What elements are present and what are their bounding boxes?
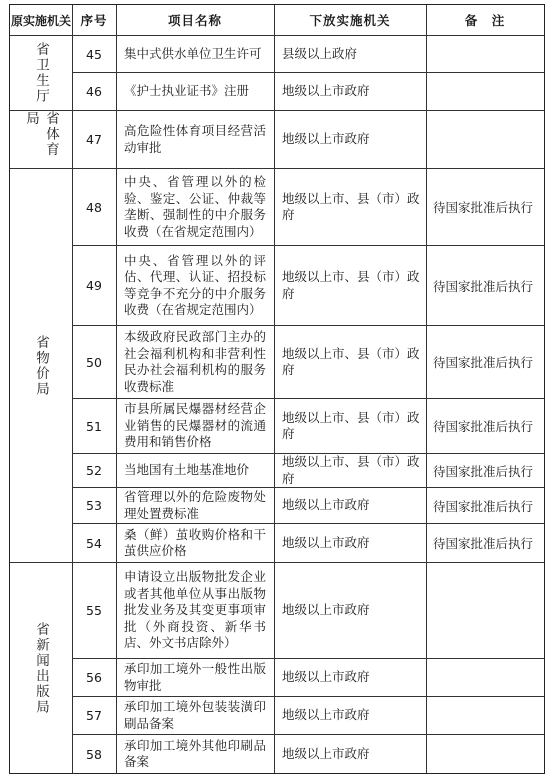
row-agency-cell	[282, 454, 420, 487]
row-item-name: 市县所属民爆器材经营企业销售的民爆器材的流通费用和销售价格	[124, 401, 266, 450]
table-row	[72, 73, 544, 110]
row-seq: 58	[86, 746, 102, 762]
row-remark: 待国家批准后执行	[433, 498, 534, 514]
row-item-name: 本级政府民政部门主办的社会福利机构和非营利性民办社会福利机构的服务收费标准	[124, 329, 266, 394]
row-remark	[433, 36, 548, 72]
dept-name: 省物价局	[33, 334, 49, 397]
row-item-name: 承印加工境外包装装潢印刷品备案	[124, 699, 266, 731]
row-agency-cell	[282, 246, 420, 325]
row-seq: 57	[86, 708, 102, 723]
row-remark: 待国家批准后执行	[433, 200, 534, 215]
row-agency: 地级以上市政府	[282, 131, 370, 147]
table-row	[72, 697, 544, 734]
row-item-name: 承印加工境外其他印刷品备案	[124, 737, 266, 769]
row-item-name-cell	[124, 246, 266, 325]
table-row	[72, 524, 544, 562]
row-agency: 地级以上市、县（市）政府	[282, 454, 420, 486]
row-seq: 51	[86, 418, 102, 434]
table-row	[72, 326, 544, 398]
row-agency: 地级以上市、县（市）政府	[282, 269, 420, 301]
row-item-name: 桑（鲜）茧收购价格和干茧供应价格	[124, 526, 266, 558]
row-item-name: 省管理以外的危险废物处理处置费标准	[124, 489, 266, 521]
row-agency: 地级以上市、县（市）政府	[282, 190, 420, 222]
row-item-name-cell	[124, 454, 266, 487]
header-seq: 序号	[80, 13, 108, 28]
row-agency: 地级以上市政府	[282, 745, 370, 761]
dept-cell	[10, 563, 72, 773]
row-agency: 地级以上市政府	[282, 497, 370, 513]
row-item-name: 集中式供水单位卫生许可	[124, 45, 262, 61]
table-row	[72, 399, 544, 453]
dept-name: 省新闻出版局	[33, 621, 49, 715]
row-agency: 地级以上市政府	[282, 602, 370, 618]
row-agency: 地级以上市政府	[282, 83, 370, 99]
row-item-name-cell	[124, 169, 266, 245]
row-seq: 45	[86, 46, 102, 62]
row-agency-cell	[282, 399, 420, 453]
row-agency-cell	[282, 735, 420, 773]
row-item-name: 中央、省管理以外的评估、代理、认证、招投标等竞争不充分的中介服务收费（在省规定范围内）	[124, 252, 266, 317]
row-agency-cell	[282, 73, 420, 110]
table-row	[72, 563, 544, 658]
row-agency-cell	[282, 524, 420, 562]
row-seq: 56	[86, 670, 102, 685]
row-item-name-cell	[124, 326, 266, 398]
row-seq: 55	[86, 603, 102, 618]
row-item-name: 高危险性体育项目经营活动审批	[124, 123, 266, 155]
table-row	[72, 169, 544, 245]
row-remark: 待国家批准后执行	[433, 536, 534, 551]
row-remark	[433, 697, 548, 734]
row-agency: 地级以上市政府	[282, 669, 370, 685]
table-row	[72, 735, 544, 773]
row-seq: 53	[86, 498, 102, 513]
row-agency-cell	[282, 563, 420, 658]
row-item-name: 申请设立出版物批发企业或者其他单位从事出版物批发业务及其变更事项审批（外商投资、新华书店、外文书店除外）	[124, 569, 266, 651]
row-item-name-cell	[124, 36, 266, 72]
row-item-name-cell	[124, 524, 266, 562]
header-item-name: 项目名称	[167, 13, 222, 28]
header-original-agency: 原实施机关	[10, 13, 71, 28]
row-agency: 地级以上市政府	[282, 534, 370, 550]
row-item-name-cell	[124, 697, 266, 734]
row-agency-cell	[282, 697, 420, 734]
header-remarks: 备 注	[464, 13, 506, 28]
row-remark	[433, 73, 548, 110]
table-row	[72, 454, 544, 487]
row-agency-cell	[282, 326, 420, 398]
row-item-name-cell	[124, 111, 266, 168]
row-seq: 50	[86, 354, 102, 370]
table-row	[72, 111, 544, 168]
row-seq: 48	[86, 199, 102, 215]
row-remark	[433, 111, 548, 168]
table-row	[72, 659, 544, 696]
row-remark	[433, 659, 548, 696]
dept-cell	[10, 169, 72, 562]
dept-cell	[10, 36, 72, 110]
row-agency: 地级以上市、县（市）政府	[282, 409, 420, 441]
row-item-name: 承印加工境外一般性出版物审批	[124, 661, 266, 693]
dept-cell	[10, 111, 72, 168]
row-item-name-cell	[124, 659, 266, 696]
row-seq: 47	[86, 132, 102, 147]
row-item-name: 《护士执业证书》注册	[124, 83, 250, 99]
row-seq: 46	[86, 84, 102, 99]
row-remark	[433, 563, 548, 658]
table-row	[72, 488, 544, 523]
row-remark: 待国家批准后执行	[433, 355, 534, 370]
row-seq: 52	[86, 463, 102, 478]
row-seq: 49	[86, 278, 102, 293]
row-agency-cell	[282, 659, 420, 696]
row-agency-cell	[282, 488, 420, 523]
row-seq: 54	[86, 535, 102, 551]
row-item-name-cell	[124, 73, 266, 110]
table-row	[72, 246, 544, 325]
table-row	[72, 36, 544, 72]
row-item-name-cell	[124, 488, 266, 523]
header-delegated-agency: 下放实施机关	[309, 13, 391, 28]
row-agency-cell	[282, 169, 420, 245]
row-item-name-cell	[124, 735, 266, 773]
row-agency: 地级以上市政府	[282, 707, 370, 723]
delegation-table	[9, 4, 545, 774]
row-agency-cell	[282, 36, 420, 72]
row-agency: 地级以上市、县（市）政府	[282, 345, 420, 377]
dept-name: 省卫生厅	[33, 42, 49, 104]
row-agency-cell	[282, 111, 420, 168]
row-remark: 待国家批准后执行	[433, 278, 534, 294]
row-item-name-cell	[124, 399, 266, 453]
row-remark	[433, 735, 548, 773]
dept-name: 省体育局	[23, 111, 59, 158]
row-item-name: 中央、省管理以外的检验、鉴定、公证、仲裁等垄断、强制性的中介服务收费（在省规定范围内）	[124, 174, 266, 239]
row-remark: 待国家批准后执行	[433, 463, 534, 479]
row-item-name: 当地国有土地基准地价	[124, 462, 250, 478]
row-agency: 县级以上政府	[282, 45, 358, 61]
row-remark: 待国家批准后执行	[433, 419, 534, 434]
row-item-name-cell	[124, 563, 266, 658]
